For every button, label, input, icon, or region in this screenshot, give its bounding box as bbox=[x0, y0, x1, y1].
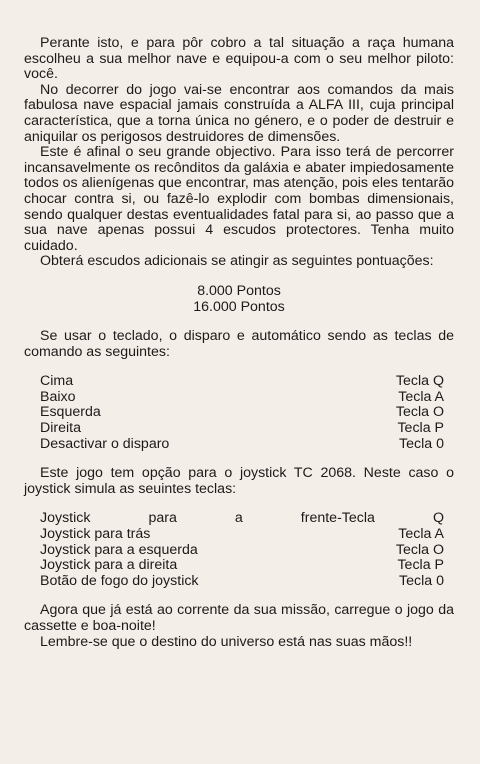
key-action: Direita bbox=[40, 420, 81, 437]
joystick-row bbox=[40, 543, 454, 559]
key-action: Esquerda bbox=[40, 404, 101, 421]
joystick-row bbox=[40, 574, 454, 590]
joystick-row bbox=[40, 558, 454, 574]
joystick-intro: Este jogo tem opção para o joystick TC 2068. Neste caso o joystick simula as seuintes teclas: bbox=[24, 465, 454, 497]
key-row bbox=[40, 437, 454, 453]
key-row bbox=[40, 421, 454, 437]
joystick-word: Q bbox=[432, 510, 444, 527]
key-row bbox=[40, 390, 454, 406]
points-level-1: 8.000 Pontos bbox=[197, 282, 281, 299]
joystick-row-forward bbox=[24, 511, 454, 527]
joystick-row bbox=[40, 527, 454, 543]
key-row bbox=[40, 374, 454, 390]
intro-paragraph-2: No decorrer do jogo vai-se encontrar aos comandos da mais fabulosa nave espacial jamais construída a ALFA III, cuja principal característica, que a torna única no género, e o poder de destruir e aniquilar os perigosos destruidores de dimensões. bbox=[24, 81, 454, 145]
key-action: Baixo bbox=[40, 388, 76, 405]
intro-paragraph-1: Perante isto, e para pôr cobro a tal situação a raça humana escolheu a sua melhor nave e equipou-a com o seu melhor piloto: você. bbox=[24, 35, 454, 83]
outro-paragraph-2: Lembre-se que o destino do universo está nas suas mãos!! bbox=[40, 633, 413, 650]
intro-paragraph-3: Este é afinal o seu grande objectivo. Para isso terá de percorrer incansavelmente os recônditos da galáxia e abater impiedosamente todos os alienígenas que encontrar, mas atenção, pois eles tentarão chocar contra si, ou fazê-lo explodir com bombas dimensionais, sendo qualquer destas eventualidades fatal para si, ao passo que a sua nave apenas possui 4 escudos protectores. Tenha muito cuidado. bbox=[24, 144, 454, 254]
intro-paragraph-4: Obterá escudos adicionais se atingir as seguintes pontuações: bbox=[40, 253, 434, 270]
points-level-2: 16.000 Pontos bbox=[193, 298, 285, 315]
joystick-action: Joystick para a direita bbox=[40, 557, 178, 574]
key-row bbox=[40, 405, 454, 421]
key-action: Desactivar o disparo bbox=[40, 435, 170, 452]
joystick-action: Botão de fogo do joystick bbox=[40, 572, 199, 589]
joystick-word: para bbox=[148, 510, 177, 527]
joystick-word: frente-Tecla bbox=[300, 510, 375, 527]
key-name: Tecla P bbox=[397, 420, 444, 437]
joystick-action: Joystick para trás bbox=[40, 526, 151, 543]
keyboard-key-list bbox=[24, 374, 454, 452]
joystick-key: Tecla 0 bbox=[399, 572, 444, 589]
joystick-key-list bbox=[24, 527, 454, 589]
joystick-key: Tecla A bbox=[398, 526, 444, 543]
outro-paragraph-1: Agora que já está ao corrente da sua missão, carregue o jogo da cassette e boa-noite! bbox=[24, 602, 454, 634]
joystick-word: a bbox=[234, 510, 243, 527]
joystick-word: Joystick bbox=[40, 510, 91, 527]
joystick-key: Tecla P bbox=[397, 557, 444, 574]
key-name: Tecla 0 bbox=[399, 435, 444, 452]
key-action: Cima bbox=[40, 373, 74, 390]
keyboard-intro: Se usar o teclado, o disparo e automático sendo as teclas de comando as seguintes: bbox=[24, 328, 454, 360]
key-name: Tecla Q bbox=[395, 373, 444, 390]
key-name: Tecla A bbox=[398, 388, 444, 405]
key-name: Tecla O bbox=[395, 404, 444, 421]
joystick-action: Joystick para a esquerda bbox=[40, 541, 198, 558]
joystick-key: Tecla O bbox=[395, 541, 444, 558]
